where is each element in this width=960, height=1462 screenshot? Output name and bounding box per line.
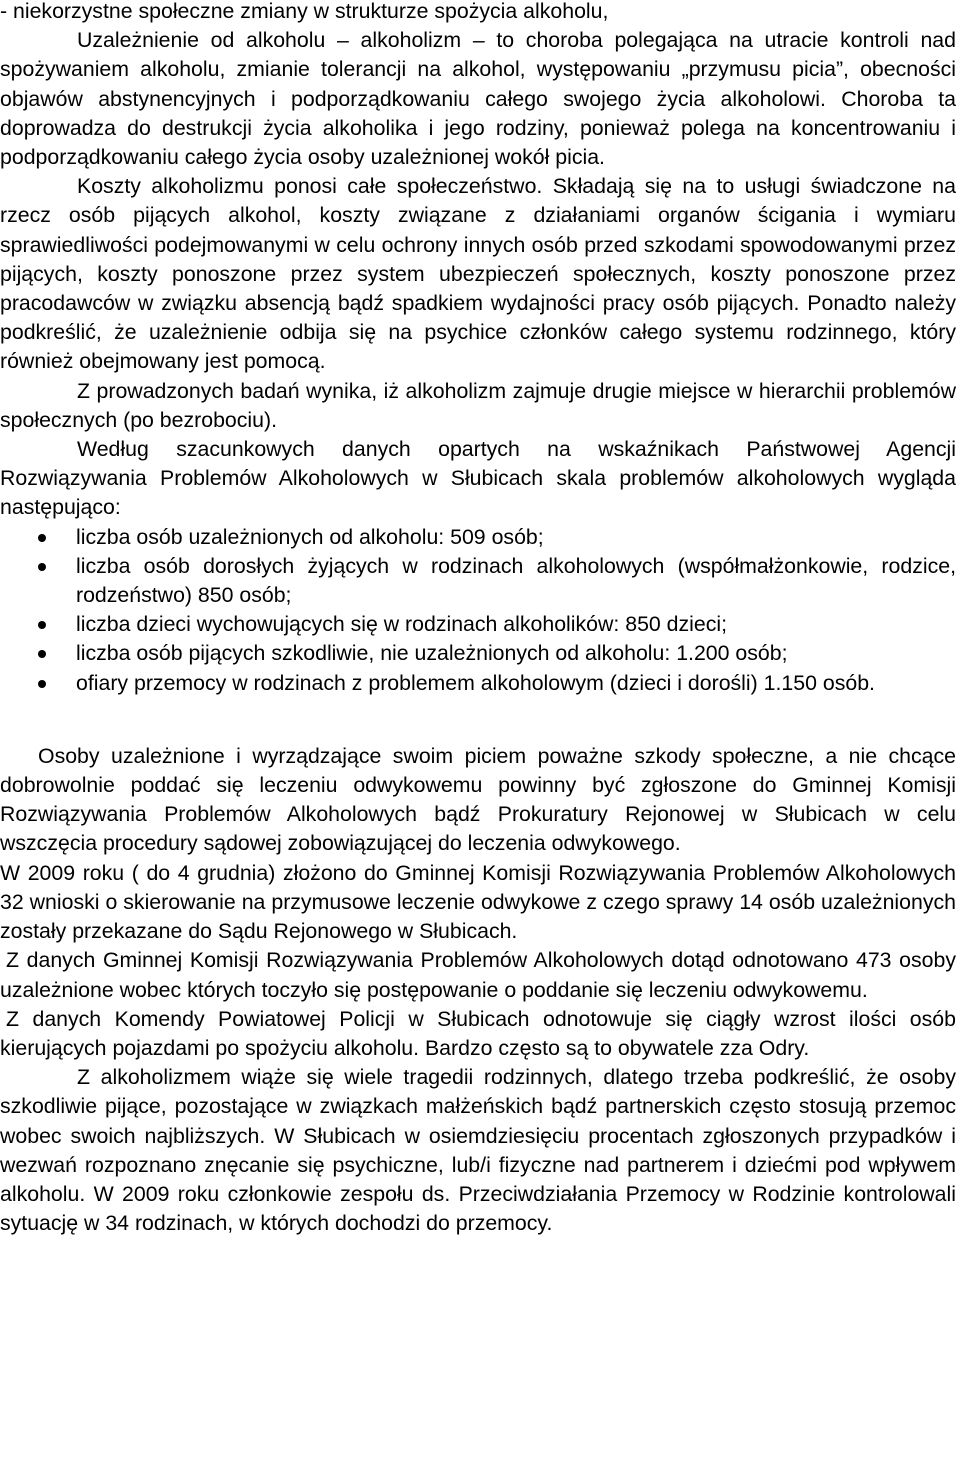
statistics-list [0,523,956,698]
list-item-text: ofiary przemocy w rodzinach z problemem alkoholowym (dzieci i dorośli) 1.150 osób. [76,670,875,695]
list-item-text: liczba osób dorosłych żyjących w rodzinach alkoholowych (współmałżonkowie, rodzice, rodzeństwo) 850 osób; [76,553,956,608]
paragraph-dash-item: - niekorzystne społeczne zmiany w strukturze spożycia alkoholu, [0,0,609,23]
paragraph-research: Z prowadzonych badań wynika, iż alkoholizm zajmuje drugie miejsce w hierarchii problemów społecznych (po bezrobociu). [0,378,956,432]
list-item [0,552,956,610]
paragraph-estimates-intro: Według szacunkowych danych opartych na wskaźnikach Państwowej Agencji Rozwiązywania Problemów Alkoholowych w Słubicach skala problemów alkoholowych wygląda następująco: [0,437,956,520]
paragraph-addiction-definition: Uzależnienie od alkoholu – alkoholizm – to choroba polegająca na utracie kontroli nad spożywaniem alkoholu, zmianie tolerancji na alkohol, występowaniu „przymusu picia”, obecności objawów abstynencyjnych i podporządkowaniu całego swojego życia alkoholowi. Choroba ta doprowadza do destrukcji życia alkoholika i jego rodziny, ponieważ polega na koncentrowaniu i podporządkowaniu całego życia osoby uzależnionej wokół picia. [0,28,956,170]
bullet-icon [38,563,46,571]
list-item [0,669,956,698]
bullet-icon [38,650,46,658]
paragraph-domestic-violence: Z alkoholizmem wiąże się wiele tragedii rodzinnych, dlatego trzeba podkreślić, że osoby szkodliwie pijące, pozostające w związkach małżeńskich bądź partnerskich często stosują przemoc wobec swoich najbliższych. W Słubicach w osiemdziesięciu procentach zgłoszonych przypadków i wezwań rozpoznano znęcanie się psychiczne, lub/i fizyczne nad partnerem i dziećmi pod wpływem alkoholu. W 2009 roku członkowie zespołu ds. Przeciwdziałania Przemocy w Rodzinie kontrolowali sytuację w 34 rodzinach, w których dochodzi do przemocy. [0,1065,956,1236]
list-item [0,639,956,668]
paragraph-applications-2009: W 2009 roku ( do 4 grudnia) złożono do Gminnej Komisji Rozwiązywania Problemów Alkoholowych 32 wnioski o skierowanie na przymusowe leczenie odwykowe z czego sprawy 14 osób uzależnionych zostały przekazane do Sądu Rejonowego w Słubicach. [0,860,956,944]
list-item-text: liczba osób uzależnionych od alkoholu: 509 osób; [76,524,544,549]
bullet-icon [38,680,46,688]
bullet-icon [38,621,46,629]
list-item-text: liczba dzieci wychowujących się w rodzinach alkoholików: 850 dzieci; [76,612,728,637]
paragraph-commission-data: Z danych Gminnej Komisji Rozwiązywania Problemów Alkoholowych dotąd odnotowano 473 osoby uzależnione wobec których toczyło się postępowanie o poddanie się leczeniu odwykowemu. [0,948,956,1002]
paragraph-costs: Koszty alkoholizmu ponosi całe społeczeństwo. Składają się na to usługi świadczone na rzecz osób pijących alkohol, koszty związane z działaniami organów ścigania i wymiaru sprawiedliwości podejmowanymi w celu ochrony innych osób przed szkodami spowodowanymi przez pijących, koszty ponoszone przez system ubezpieczeń społecznych, koszty ponoszone przez pracodawców w związku absencją bądź spadkiem wydajności pracy osób pijących. Ponadto należy podkreślić, że uzależnienie odbija się na psychice członków całego systemu rodzinnego, który również obejmowany jest pomocą. [0,174,956,374]
list-item-text: liczba osób pijących szkodliwie, nie uzależnionych od alkoholu: 1.200 osób; [76,641,788,666]
spacer [0,698,956,742]
paragraph-police-data: Z danych Komendy Powiatowej Policji w Słubicach odnotowuje się ciągły wzrost ilości osób kierujących pojazdami po spożyciu alkoholu. Bardzo często są to obywatele zza Odry. [0,1006,956,1060]
list-item [0,610,956,639]
bullet-icon [38,534,46,542]
list-item [0,523,956,552]
paragraph-referral: Osoby uzależnione i wyrządzające swoim piciem poważne szkody społeczne, a nie chcące dobrowolnie poddać się leczeniu odwykowemu powinny być zgłoszone do Gminnej Komisji Rozwiązywania Problemów Alkoholowych bądź Prokuratury Rejonowej w Słubicach w celu wszczęcia procedury sądowej zobowiązującej do leczenia odwykowego. [0,743,956,856]
